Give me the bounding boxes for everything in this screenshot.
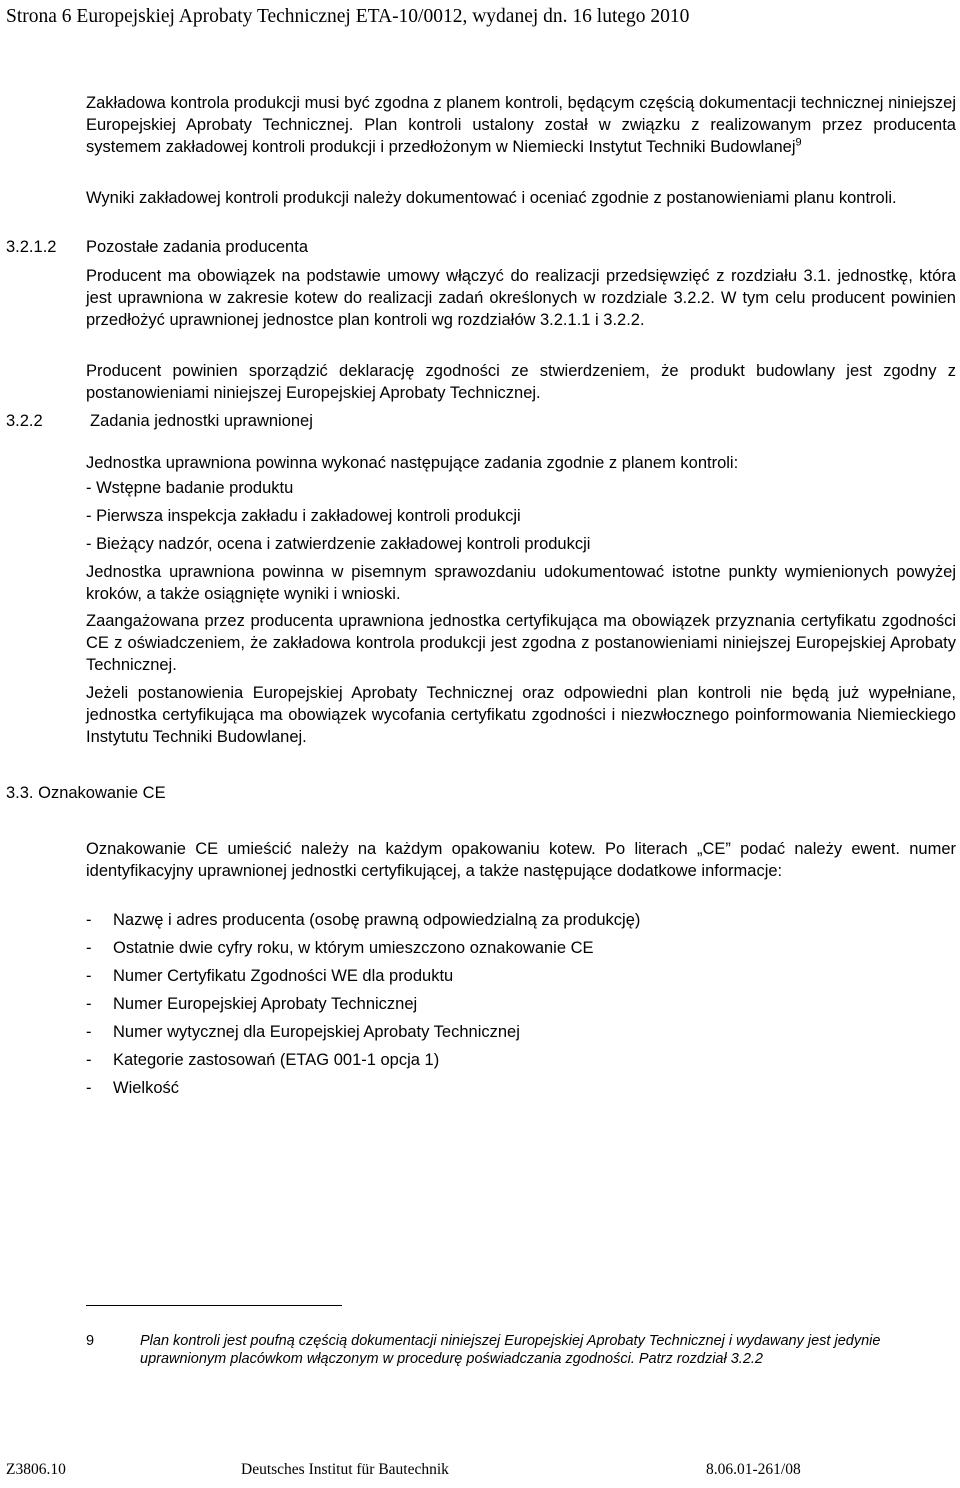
section-number: 3.2.1.2: [6, 238, 57, 256]
task-item: - Pierwsza inspekcja zakładu i zakładowej kontroli produkcji: [86, 507, 521, 525]
section-title: Pozostałe zadania producenta: [86, 238, 308, 256]
footer-document-id: Z3806.10: [6, 1461, 66, 1478]
producer-duty-paragraph: Producent ma obowiązek na podstawie umowy włączyć do realizacji przedsięwzięć z rozdziału 3.1. jednostkę, która jest uprawniona w zakresie kotew do realizacji zadań określonych w rozdziale 3.2.2. W tym celu producent powinien przedłożyć uprawnionej jednostce plan kontroli wg rozdziałów 3.2.1.1 i 3.2.2.: [86, 267, 956, 329]
list-item: [86, 1021, 520, 1043]
report-paragraph: Jednostka uprawniona powinna w pisemnym sprawozdaniu udokumentować istotne punkty wymienionych powyżej kroków, a także osiągnięte wyniki i wnioski.: [86, 563, 956, 603]
section-number: 3.2.2: [6, 412, 43, 430]
ce-marking-paragraph: Oznakowanie CE umieścić należy na każdym opakowaniu kotew. Po literach „CE” podać należy ewent. numer identyfikacyjny uprawnionej jednostki certyfikującej, a także następujące dodatkowe informacje:: [86, 840, 956, 880]
intro-text: Zakładowa kontrola produkcji musi być zgodna z planem kontroli, będącym częścią dokumentacji technicznej niniejszej Europejskiej Aprobaty Technicznej. Plan kontroli ustalony został w związku z realizowanym przez producenta systemem zakładowej kontroli produkcji i przedłożonym w Niemiecki Instytut Techniki Budowlanej: [86, 94, 956, 156]
footnote-number: 9: [86, 1333, 95, 1349]
page-header: [0, 0, 960, 34]
list-item-text: Ostatnie dwie cyfry roku, w którym umieszczono oznakowanie CE: [113, 939, 594, 957]
list-item: [86, 909, 640, 931]
page-header-title: Strona 6 Europejskiej Aprobaty Technicznej ETA-10/0012, wydanej dn. 16 lutego 2010: [6, 6, 690, 27]
withdrawal-paragraph: Jeżeli postanowienia Europejskiej Aprobaty Technicznej oraz odpowiedni plan kontroli nie będą już wypełniane, jednostka certyfikująca ma obowiązek wycofania certyfikatu zgodności i niezwłocznego poinformowania Niemieckiego Instytutu Techniki Budowlanej.: [86, 684, 956, 746]
list-dash: -: [86, 1023, 92, 1041]
footer-institution: Deutsches Institut für Bautechnik: [241, 1461, 449, 1478]
list-item-text: Numer wytycznej dla Europejskiej Aprobaty Technicznej: [113, 1023, 520, 1041]
list-dash: -: [86, 911, 92, 929]
list-item-text: Kategorie zastosowań (ETAG 001-1 opcja 1): [113, 1051, 440, 1069]
section-title: Zadania jednostki uprawnionej: [90, 412, 313, 430]
list-dash: -: [86, 995, 92, 1013]
footer-reference: 8.06.01-261/08: [706, 1461, 801, 1478]
list-item: [86, 1049, 439, 1071]
list-item: [86, 1077, 179, 1099]
results-paragraph: Wyniki zakładowej kontroli produkcji należy dokumentować i oceniać zgodnie z postanowieniami planu kontroli.: [86, 189, 897, 207]
list-item: [86, 937, 594, 959]
footnote-divider: [86, 1305, 342, 1306]
intro-paragraph: [86, 92, 956, 158]
list-item-text: Wielkość: [113, 1079, 180, 1097]
section-3-3-heading: 3.3. Oznakowanie CE: [6, 784, 166, 802]
certificate-paragraph: Zaangażowana przez producenta uprawniona jednostka certyfikująca ma obowiązek przyznania certyfikatu zgodności CE z oświadczeniem, że zakładowa kontrola produkcji jest zgodna z postanowieniami niniejszej Europejskiej Aprobaty Technicznej.: [86, 612, 956, 674]
footnote-text: Plan kontroli jest poufną częścią dokumentacji niniejszej Europejskiej Aprobaty Technicznej i wydawany jest jedynie uprawnionym placówkom włączonym w procedurę poświadczania zgodności. Patrz rozdział 3.2.2: [140, 1333, 881, 1367]
list-item-text: Numer Europejskiej Aprobaty Technicznej: [113, 995, 418, 1013]
list-dash: -: [86, 967, 92, 985]
list-dash: -: [86, 939, 92, 957]
list-item: [86, 993, 417, 1015]
footnote: [86, 1332, 936, 1368]
list-dash: -: [86, 1051, 92, 1069]
task-item: - Bieżący nadzór, ocena i zatwierdzenie zakładowej kontroli produkcji: [86, 535, 591, 553]
list-item-text: Numer Certyfikatu Zgodności WE dla produktu: [113, 967, 454, 985]
list-dash: -: [86, 1079, 92, 1097]
footnote-reference: 9: [795, 136, 802, 149]
declaration-paragraph: Producent powinien sporządzić deklarację zgodności ze stwierdzeniem, że produkt budowlany jest zgodny z postanowieniami niniejszej Europejskiej Aprobaty Technicznej.: [86, 362, 956, 402]
tasks-intro: Jednostka uprawniona powinna wykonać następujące zadania zgodnie z planem kontroli:: [86, 454, 739, 472]
list-item-text: Nazwę i adres producenta (osobę prawną odpowiedzialną za produkcję): [113, 911, 641, 929]
task-item: - Wstępne badanie produktu: [86, 479, 294, 497]
list-item: [86, 965, 453, 987]
